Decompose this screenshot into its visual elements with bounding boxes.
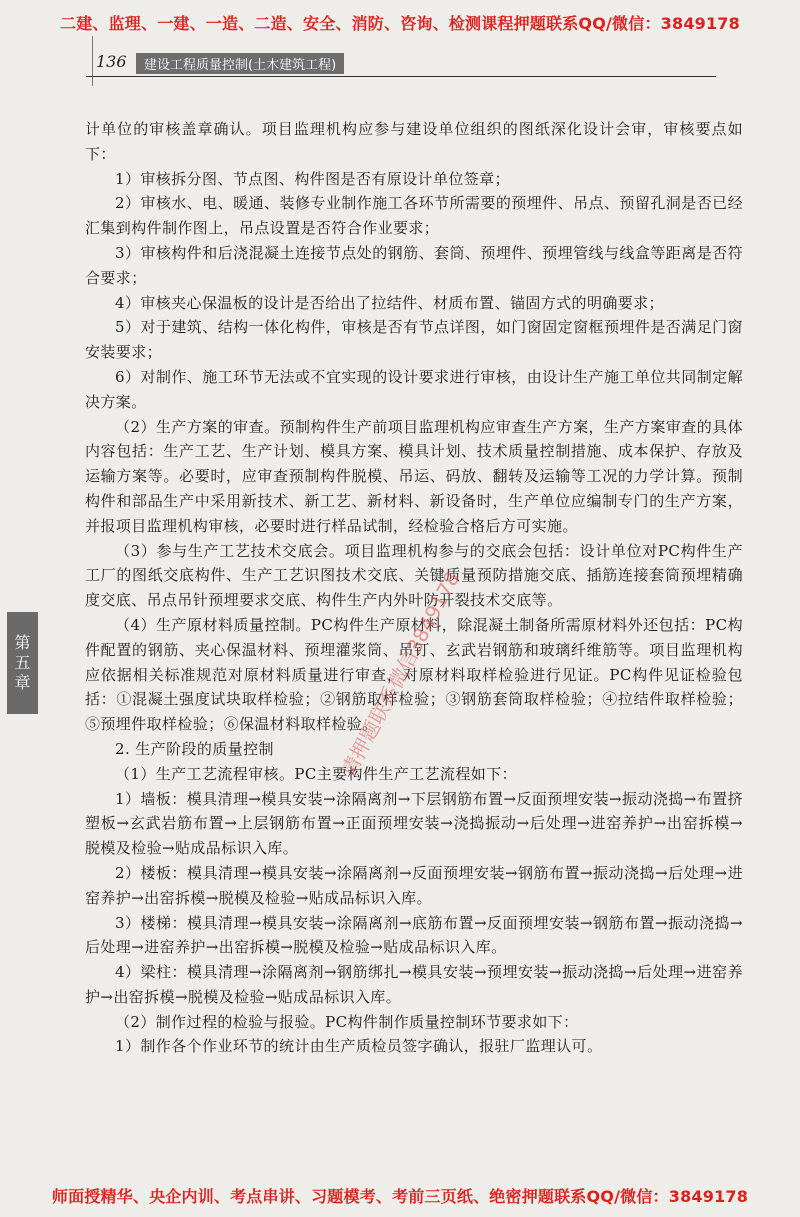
paragraph: （2）制作过程的检验与报验。PC构件制作质量控制环节要求如下：	[115, 1012, 579, 1031]
paragraph: （1）生产工艺流程审核。PC主要构件生产工艺流程如下：	[115, 764, 517, 783]
paragraph: 1）制作各个作业环节的统计由生产质检员签字确认，报驻厂监理认可。	[115, 1037, 603, 1056]
paragraph: 2. 生产阶段的质量控制	[115, 739, 274, 758]
paragraph: 计单位的审核盖章确认。项目监理机构应参与建设单位组织的图纸深化设计会审，审核要点如下：	[85, 120, 743, 163]
header-rule	[86, 76, 716, 77]
paragraph: （2）生产方案的审查。预制构件生产前项目监理机构应审查生产方案，生产方案审查的具体内容包括：生产工艺、生产计划、模具方案、模具计划、技术质量控制措施、成本保护、存放及运输方案等。必要时，应审查预制构件脱模、吊运、码放、翻转及运输等工况的力学计算。预制构件和部品生产中采用新技术、新工艺、新材料、新设备时，生产单位应编制专门的生产方案，并报项目监理机构审核，必要时进行样品试制，经检验合格后方可实施。	[85, 417, 743, 535]
paragraph: 4）梁柱：模具清理→涂隔离剂→钢筋绑扎→模具安装→预埋安装→振动浇捣→后处理→进窑养护→出窑拆模→脱模及检验→贴成品标识入库。	[85, 963, 743, 1006]
chapter-tab	[7, 612, 38, 714]
paragraph: （3）参与生产工艺技术交底会。项目监理机构参与的交底会包括：设计单位对PC构件生产工厂的图纸交底构件、生产工艺识图技术交底、关键质量预防措施交底、插筋连接套筒预埋精确度交底、吊点吊针预埋要求交底、构件生产内外叶防开裂技术交底等。	[85, 541, 743, 610]
chapter-tab-char: 第	[14, 633, 31, 652]
book-title: 建设工程质量控制(土木建筑工程)	[136, 53, 344, 74]
promo-banner-bottom: 师面授精华、央企内训、考点串讲、习题模考、考前三页纸、绝密押题联系QQ/微信：3849178	[51, 1187, 749, 1206]
paragraph: 2）审核水、电、暖通、装修专业制作施工各环节所需要的预埋件、吊点、预留孔洞是否已经汇集到构件制作图上，吊点设置是否符合作业要求；	[85, 194, 743, 238]
chapter-tab-char: 五	[14, 653, 31, 672]
paragraph: 5）对于建筑、结构一体化构件，审核是否有节点详图，如门窗固定窗框预埋件是否满足门窗安装要求；	[85, 318, 743, 362]
paragraph: 1）审核拆分图、节点图、构件图是否有原设计单位签章；	[115, 169, 510, 188]
page-number: 136	[96, 52, 127, 71]
promo-banner-top: 二建、监理、一建、一造、二造、安全、消防、咨询、检测课程押题联系QQ/微信：3849178	[60, 14, 740, 33]
body-text	[85, 117, 743, 1059]
paragraph: 3）审核构件和后浇混凝土连接节点处的钢筋、套筒、预埋件、预埋管线与线盒等距离是否符合要求；	[85, 243, 743, 287]
paragraph: 1）墙板：模具清理→模具安装→涂隔离剂→下层钢筋布置→反面预埋安装→振动浇捣→布置挤塑板→玄武岩筋布置→上层钢筋布置→正面预埋安装→浇捣振动→后处理→进窑养护→出窑拆模→脱模及检验→贴成品标识入库。	[85, 789, 743, 858]
paragraph: 2）楼板：模具清理→模具安装→涂隔离剂→反面预埋安装→钢筋布置→振动浇捣→后处理→进窑养护→出窑拆模→脱模及检验→贴成品标识入库。	[85, 863, 743, 907]
paragraph: 6）对制作、施工环节无法或不宜实现的设计要求进行审核，由设计生产施工单位共同制定解决方案。	[85, 367, 743, 411]
chapter-tab-char: 章	[14, 673, 31, 692]
margin-tick	[92, 36, 93, 86]
paragraph: 3）楼梯：模具清理→模具安装→涂隔离剂→底筋布置→反面预埋安装→钢筋布置→振动浇捣→后处理→进窑养护→出窑拆模→脱模及检验→贴成品标识入库。	[85, 913, 743, 957]
paragraph: （4）生产原材料质量控制。PC构件生产原材料，除混凝土制备所需原材料外还包括：PC构件配置的钢筋、夹心保温材料、预埋灌浆筒、吊钉、玄武岩钢筋和玻璃纤维筋等。项目监理机构应依据相关标准规范对原材料质量进行审查，对原材料取样检验进行见证。PC构件见证检验包括：①混凝土强度试块取样检验；②钢筋取样检验；③钢筋套筒取样检验；④拉结件取样检验；⑤预埋件取样检验；⑥保温材料取样检验。	[85, 615, 743, 734]
paragraph: 4）审核夹心保温板的设计是否给出了拉结件、材质布置、锚固方式的明确要求；	[115, 293, 664, 312]
watermark: 请押题联系微信3849178	[335, 567, 465, 781]
